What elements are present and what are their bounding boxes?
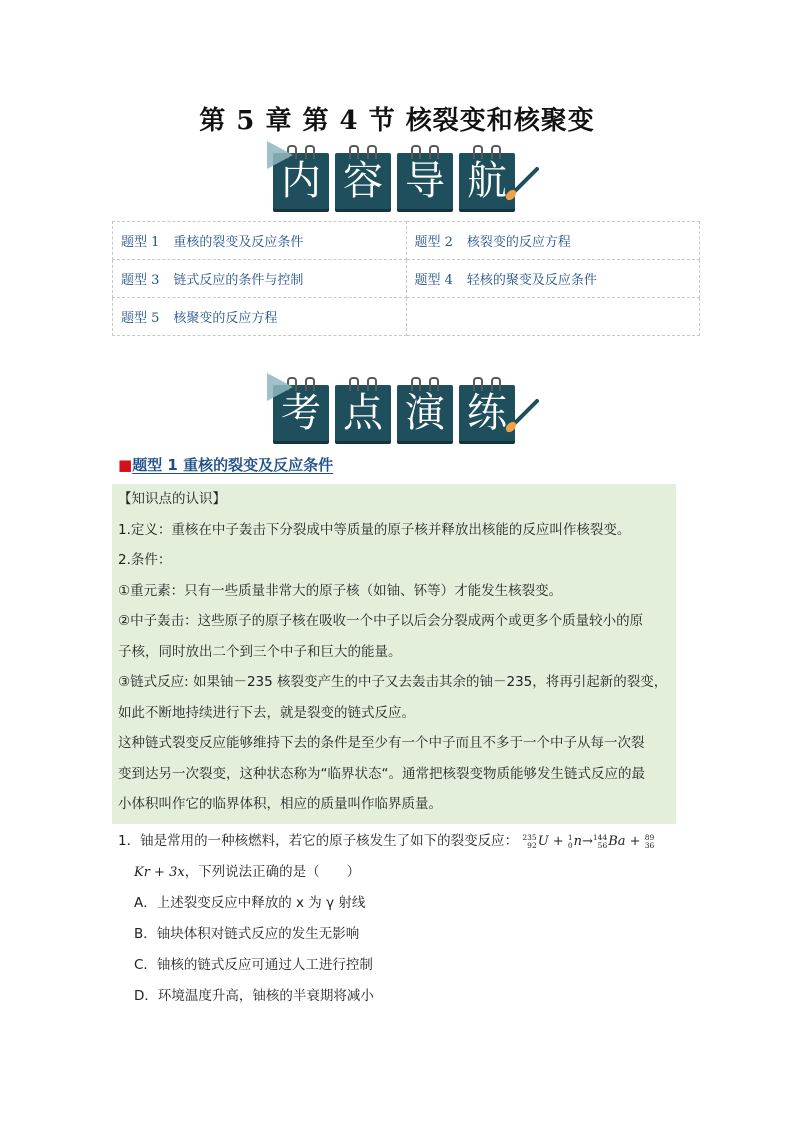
- nav-num: 题型 3: [121, 273, 160, 288]
- banner-practice: [273, 385, 521, 441]
- nav-label: 链式反应的条件与控制: [173, 273, 304, 288]
- question-stem-end: ，下列说法正确的是（ ）: [184, 864, 361, 880]
- nav-num: 题型 4: [414, 273, 453, 288]
- fission-equation: 235 92 U + 1 0 n→ 144 56 Ba + 89 36: [522, 832, 655, 850]
- nav-num: 题型 2: [414, 235, 453, 250]
- knowledge-line: ③链式反应: 如果铀－235 核裂变产生的中子又去轰击其余的铀－235，将再引起新的裂变，: [118, 674, 668, 690]
- nav-empty-cell: [406, 298, 700, 336]
- question-1: [118, 826, 688, 1012]
- knowledge-box: [112, 484, 676, 824]
- banner-content-nav: [273, 153, 521, 209]
- brush-icon: [503, 163, 543, 203]
- knowledge-line: 小体积叫作它的临界体积，相应的质量叫作临界质量。: [118, 796, 442, 812]
- flag-icon: [267, 373, 293, 401]
- banner-tile: 点: [335, 385, 391, 441]
- nav-label: 轻核的聚变及反应条件: [466, 273, 597, 288]
- knowledge-line: 这种链式裂变反应能够维持下去的条件是至少有一个中子而且不多于一个中子从每一次裂: [118, 735, 645, 751]
- banner-tile: 考: [273, 385, 329, 441]
- page-title: 第 5 章 第 4 节 核裂变和核聚变: [199, 106, 595, 136]
- flag-icon: [267, 141, 293, 169]
- banner-tile: 演: [397, 385, 453, 441]
- knowledge-line: 子核，同时放出二个到三个中子和巨大的能量。: [118, 643, 402, 660]
- knowledge-line: ②中子轰击：这些原子的原子核在吸收一个中子以后会分裂成两个或更多个质量较小的原: [118, 613, 644, 629]
- section-heading-text: 题型 1 重核的裂变及反应条件: [132, 456, 334, 474]
- option-a[interactable]: A．上述裂变反应中释放的 x 为 γ 射线: [134, 895, 366, 911]
- option-d[interactable]: D．环境温度升高，铀核的半衰期将减小: [134, 988, 374, 1004]
- section-heading: [118, 454, 333, 475]
- question-stem: [118, 826, 688, 857]
- square-marker-icon: ■: [118, 456, 133, 474]
- nav-label: 核聚变的反应方程: [173, 311, 278, 326]
- topic-nav-table: [112, 221, 700, 336]
- knowledge-line: ①重元素：只有一些质量非常大的原子核（如铀、钚等）才能发生核裂变。: [118, 582, 563, 599]
- banner-tile: 导: [397, 153, 453, 209]
- nav-item-3[interactable]: [113, 260, 407, 298]
- nav-num: 题型 5: [121, 311, 160, 326]
- nav-item-5[interactable]: [113, 298, 407, 336]
- fission-equation-tail: Kr + 3x: [134, 865, 185, 880]
- knowledge-line: 变到达另一次裂变，这种状态称为“临界状态“。通常把核裂变物质能够发生链式反应的最: [118, 765, 645, 782]
- banner-tile: 内: [273, 153, 329, 209]
- nav-item-1[interactable]: [113, 222, 407, 260]
- nav-item-4[interactable]: [406, 260, 700, 298]
- option-c[interactable]: C．铀核的链式反应可通过人工进行控制: [134, 957, 373, 973]
- banner-tile: 容: [335, 153, 391, 209]
- banner-tile: 航: [459, 153, 515, 209]
- nav-num: 题型 1: [121, 235, 160, 250]
- knowledge-line: 如此不断地持续进行下去，就是裂变的链式反应。: [118, 704, 415, 721]
- question-stem-cont: [118, 857, 688, 888]
- nav-label: 重核的裂变及反应条件: [173, 235, 304, 250]
- nav-item-2[interactable]: [406, 222, 700, 260]
- brush-icon: [503, 395, 543, 435]
- question-stem-text: 1．铀是常用的一种核燃料，若它的原子核发生了如下的裂变反应：: [118, 833, 519, 849]
- nav-label: 核裂变的反应方程: [466, 235, 571, 250]
- knowledge-line: 2.条件：: [118, 552, 172, 568]
- option-b[interactable]: B．铀块体积对链式反应的发生无影响: [134, 926, 360, 942]
- knowledge-line: 【知识点的认识】: [118, 491, 226, 507]
- banner-tile: 练: [459, 385, 515, 441]
- knowledge-line: 1.定义：重核在中子轰击下分裂成中等质量的原子核并释放出核能的反应叫作核裂变。: [118, 521, 631, 538]
